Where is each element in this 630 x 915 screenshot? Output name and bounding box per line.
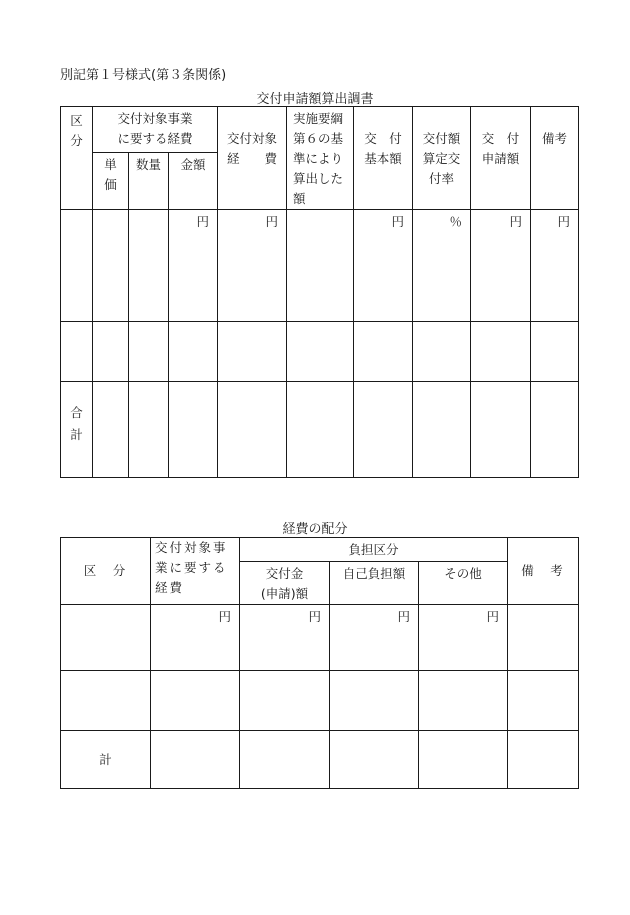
unit-percent: ％ bbox=[413, 210, 471, 322]
cell bbox=[471, 382, 531, 478]
cell bbox=[508, 731, 579, 789]
table2-title: 経費の配分 bbox=[282, 522, 348, 537]
table-row bbox=[61, 210, 579, 322]
unit-yen: 円 bbox=[471, 210, 531, 322]
header-keihi: 交付対象事 業に要する 経費 bbox=[151, 538, 240, 605]
allocation-table bbox=[60, 537, 579, 789]
cell bbox=[61, 671, 151, 731]
cell bbox=[61, 605, 151, 671]
cell bbox=[151, 671, 240, 731]
cell bbox=[508, 605, 579, 671]
cell bbox=[93, 322, 129, 382]
cell bbox=[129, 210, 169, 322]
cell bbox=[240, 671, 330, 731]
header-tanka: 単 価 bbox=[93, 153, 129, 210]
form-id: 別記第１号様式(第３条関係) bbox=[60, 68, 227, 83]
unit-yen: 円 bbox=[531, 210, 579, 322]
cell bbox=[218, 382, 287, 478]
total-row bbox=[61, 382, 579, 478]
cell bbox=[287, 210, 354, 322]
cell bbox=[218, 322, 287, 382]
header-kihon: 交 付 基本額 bbox=[354, 107, 413, 210]
header-kubun: 区 分 bbox=[61, 538, 151, 605]
header-kofukin: 交付金 (申請)額 bbox=[240, 562, 330, 605]
unit-yen: 円 bbox=[169, 210, 218, 322]
cell bbox=[61, 322, 93, 382]
header-biko: 備考 bbox=[531, 107, 579, 210]
cell bbox=[169, 322, 218, 382]
cell bbox=[531, 382, 579, 478]
cell bbox=[330, 731, 419, 789]
header-kingaku: 金額 bbox=[169, 153, 218, 210]
table1-title: 交付申請額算出調書 bbox=[256, 92, 374, 107]
cell bbox=[151, 731, 240, 789]
header-kubun: 区 分 bbox=[61, 107, 93, 210]
header-shinsei: 交 付 申請額 bbox=[471, 107, 531, 210]
cell bbox=[330, 671, 419, 731]
cell bbox=[240, 731, 330, 789]
header-suryo: 数量 bbox=[129, 153, 169, 210]
table-row bbox=[61, 671, 579, 731]
unit-yen: 円 bbox=[419, 605, 508, 671]
cell bbox=[287, 382, 354, 478]
unit-yen: 円 bbox=[218, 210, 287, 322]
cell bbox=[508, 671, 579, 731]
cell bbox=[471, 322, 531, 382]
cell bbox=[61, 210, 93, 322]
total-label: 計 bbox=[61, 731, 151, 789]
header-sonota: その他 bbox=[419, 562, 508, 605]
header-futan-kubun: 負担区分 bbox=[240, 538, 508, 562]
header-kijun: 実施要綱 第６の基 準により 算出した 額 bbox=[287, 107, 354, 210]
cell bbox=[354, 382, 413, 478]
cell bbox=[413, 382, 471, 478]
table-row bbox=[61, 322, 579, 382]
cell bbox=[93, 210, 129, 322]
cell bbox=[531, 322, 579, 382]
header-taisho-group: 交付対象事業 に要する経費 bbox=[93, 107, 218, 153]
cell bbox=[169, 382, 218, 478]
cell bbox=[93, 382, 129, 478]
header-biko: 備 考 bbox=[508, 538, 579, 605]
cell bbox=[129, 382, 169, 478]
cell bbox=[413, 322, 471, 382]
unit-yen: 円 bbox=[330, 605, 419, 671]
header-taisho-keihi: 交付対象 経 費 bbox=[218, 107, 287, 210]
header-jiko-futan: 自己負担額 bbox=[330, 562, 419, 605]
cell bbox=[419, 671, 508, 731]
table-row bbox=[61, 605, 579, 671]
unit-yen: 円 bbox=[354, 210, 413, 322]
unit-yen: 円 bbox=[240, 605, 330, 671]
cell bbox=[354, 322, 413, 382]
cell bbox=[287, 322, 354, 382]
cell bbox=[129, 322, 169, 382]
unit-yen: 円 bbox=[151, 605, 240, 671]
cell bbox=[419, 731, 508, 789]
header-ritsu: 交付額 算定交 付率 bbox=[413, 107, 471, 210]
calculation-table bbox=[60, 106, 579, 478]
total-label: 合 計 bbox=[61, 382, 93, 478]
total-row bbox=[61, 731, 579, 789]
